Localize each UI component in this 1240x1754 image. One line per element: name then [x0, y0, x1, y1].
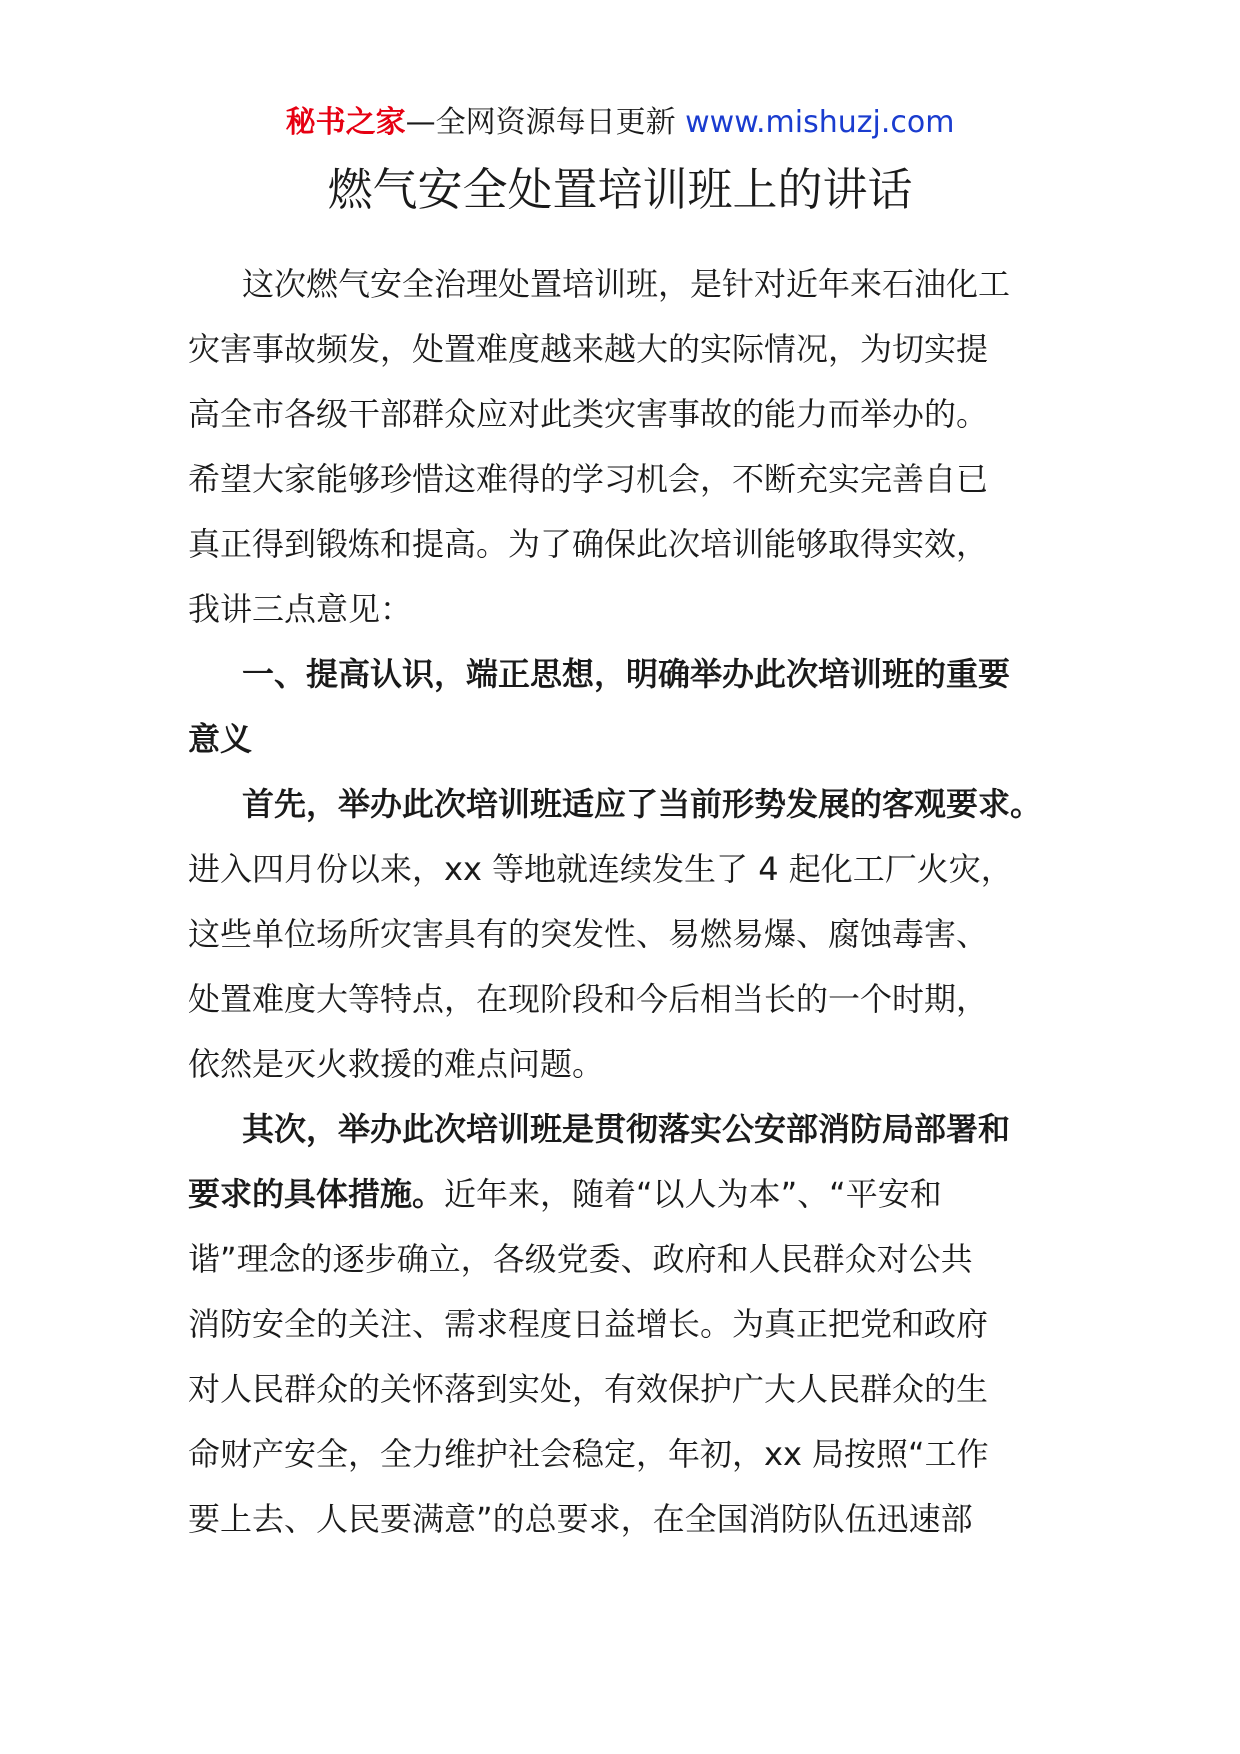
paragraph-line: 依然是灭火救援的难点问题。 — [188, 1045, 605, 1083]
paragraph-line: 消防安全的关注、需求程度日益增长。为真正把党和政府 — [188, 1305, 989, 1343]
paragraph-line: 命财产安全，全力维护社会稳定，年初，xx 局按照“工作 — [188, 1435, 989, 1473]
paragraph-line: 这些单位场所灾害具有的突发性、易燃易爆、腐蚀毒害、 — [188, 915, 989, 953]
site-header — [0, 103, 1240, 143]
site-brand: 秘书之家 — [285, 105, 406, 140]
site-slogan: —全网资源每日更新 — [405, 105, 686, 140]
paragraph-line: 对人民群众的关怀落到实处，有效保护广大人民群众的生 — [188, 1370, 989, 1408]
point-lead-end: 要求的具体措施。 — [188, 1175, 445, 1213]
site-url-link[interactable]: www.mishuzj.com — [685, 105, 955, 140]
paragraph-line: 希望大家能够珍惜这难得的学习机会，不断充实完善自已 — [188, 460, 989, 498]
paragraph-line — [188, 1162, 1058, 1227]
paragraph-line: 我讲三点意见： — [188, 590, 413, 628]
paragraph-line: 处置难度大等特点，在现阶段和今后相当长的一个时期， — [188, 980, 989, 1018]
paragraph-line: 灾害事故频发，处置难度越来越大的实际情况，为切实提 — [188, 330, 989, 368]
paragraph-line: 谐”理念的逐步确立，各级党委、政府和人民群众对公共 — [188, 1240, 973, 1278]
section-heading: 意义 — [188, 720, 253, 758]
point-lead: 其次，举办此次培训班是贯彻落实公安部消防局部署和 — [242, 1110, 1011, 1148]
paragraph-line: 真正得到锻炼和提高。为了确保此次培训能够取得实效， — [188, 525, 989, 563]
document-body — [188, 252, 1058, 1552]
point-lead: 首先，举办此次培训班适应了当前形势发展的客观要求。 — [242, 785, 1043, 823]
paragraph-line: 进入四月份以来，xx 等地就连续发生了 4 起化工厂火灾， — [188, 850, 1013, 888]
paragraph-line: 高全市各级干部群众应对此类灾害事故的能力而举办的。 — [188, 395, 989, 433]
document-title: 燃气安全处置培训班上的讲话 — [327, 163, 913, 216]
paragraph-line: 要上去、人民要满意”的总要求，在全国消防队伍迅速部 — [188, 1500, 973, 1538]
paragraph-text: 近年来，随着“以人为本”、“平安和 — [444, 1175, 942, 1213]
section-heading: 一、提高认识，端正思想，明确举办此次培训班的重要 — [242, 655, 1011, 693]
paragraph-line: 这次燃气安全治理处置培训班，是针对近年来石油化工 — [242, 265, 1011, 303]
